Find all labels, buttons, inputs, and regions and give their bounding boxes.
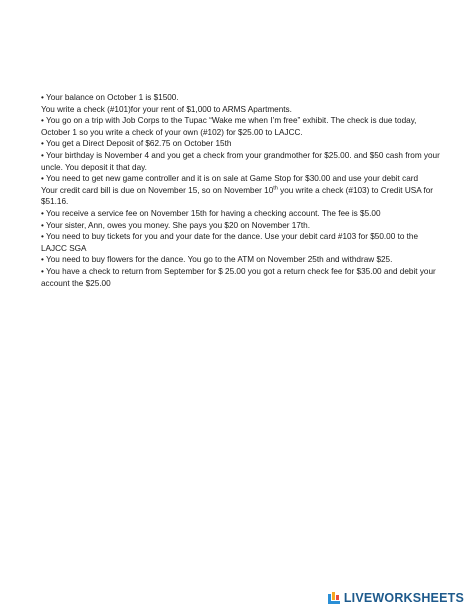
liveworksheets-logo-icon [327, 591, 341, 605]
bullet: • [41, 93, 44, 102]
list-item [41, 115, 441, 138]
item-text: You need to buy tickets for you and your date for the dance. Use your debit card #103 for $50.00 to the LAJCC SGA [41, 232, 419, 253]
item-text: You go on a trip with Job Corps to the Tupac “Wake me when I’m free” exhibit. The check is due today, October 1 so you write a check of your own (#102) for $25.00 to LAJCC. [41, 116, 417, 137]
list-item [41, 208, 441, 220]
bullet: • [41, 255, 44, 265]
bullet: • [41, 220, 44, 230]
list-item [41, 254, 441, 266]
item-text: Your birthday is November 4 and you get a check from your grandmother for $25.00. and $50 cash from your uncle. You deposit it that day. [41, 150, 440, 172]
bullet: • [41, 150, 44, 160]
list-item [41, 150, 441, 173]
item-text: Your balance on October 1 is $1500. [46, 93, 179, 102]
list-item [41, 266, 441, 289]
bullet: • [41, 139, 44, 149]
bullet: • [41, 174, 44, 184]
item-text-before: Your credit card bill is due on November 15, so on November 10 [41, 185, 274, 195]
logo-wordmark: LIVEWORKSHEETS [343, 591, 464, 605]
item-text: You have a check to return from September for $ 25.00 you got a return check fee for $35.00 and debit your account the $25.00 [41, 266, 436, 288]
liveworksheets-logo[interactable] [327, 591, 464, 605]
bullet: • [41, 208, 44, 218]
list-item [41, 220, 441, 232]
item-text-after: you write a check (#103) to Credit USA for $51.16. [41, 185, 434, 207]
list-item [41, 138, 441, 150]
bullet: • [41, 266, 44, 276]
list-item [41, 104, 441, 116]
bullet: • [41, 232, 44, 242]
document-body [41, 92, 441, 289]
list-item [41, 173, 441, 185]
ordinal-suffix: th [273, 185, 278, 192]
list-item [41, 92, 441, 104]
item-text: Your sister, Ann, owes you money. She pays you $20 on November 17th. [46, 220, 310, 230]
item-text: You write a check (#101)for your rent of $1,000 to ARMS Apartments. [41, 104, 292, 114]
item-text: You get a Direct Deposit of $62.75 on October 15th [46, 139, 232, 149]
list-item [41, 231, 441, 254]
item-text: You receive a service fee on November 15th for having a checking account. The fee is $5.00 [46, 208, 381, 218]
item-text: You need to buy flowers for the dance. You go to the ATM on November 25th and withdraw $25. [46, 255, 393, 265]
list-item [41, 185, 441, 208]
item-text: You need to get new game controller and it is on sale at Game Stop for $30.00 and use your debit card [46, 174, 419, 184]
bullet: • [41, 116, 44, 126]
